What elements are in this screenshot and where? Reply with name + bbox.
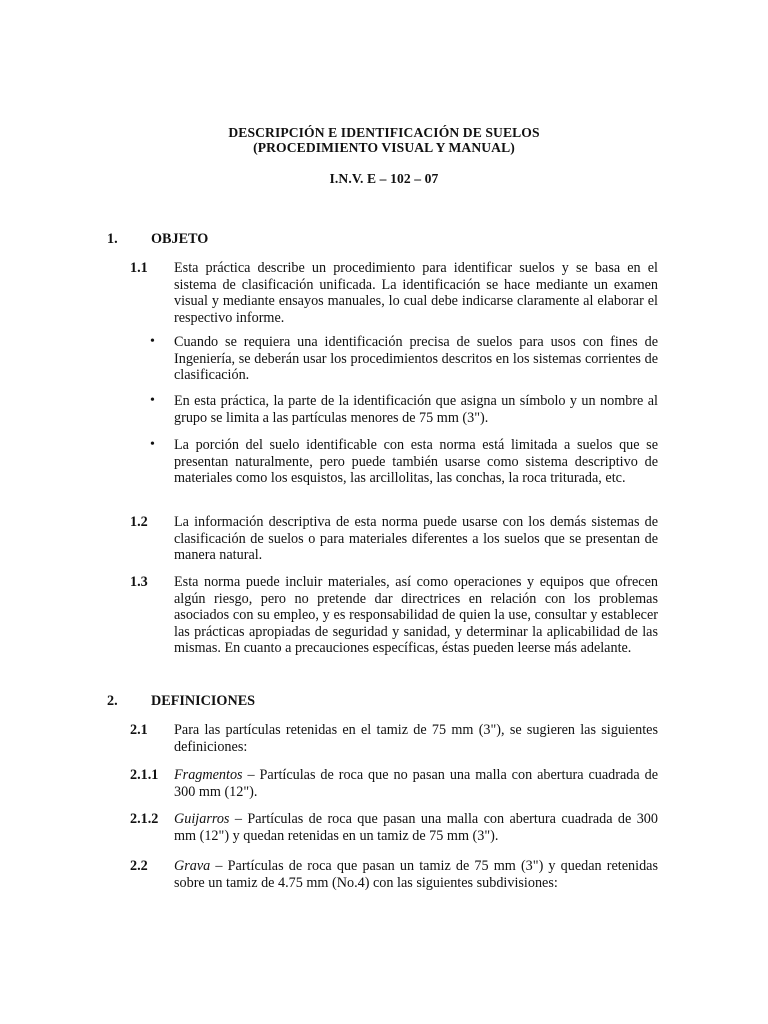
paragraph-2-1-1 bbox=[174, 767, 658, 800]
definition-text: – Partículas de roca que pasan un tamiz de 75 mm (3") y quedan retenidas sobre un tamiz de 4.75 mm (No.4) con las siguientes subdivisiones: bbox=[174, 858, 658, 891]
subsection-number: 1.1 bbox=[130, 260, 148, 276]
section-number: 1. bbox=[107, 231, 118, 247]
bullet-paragraph: Cuando se requiera una identificación precisa de suelos para usos con fines de Ingeniería, se deberán usar los procedimientos descritos en los sistemas corrientes de clasificación. bbox=[174, 334, 658, 384]
subsection-number: 2.1.2 bbox=[130, 811, 159, 827]
subsection-number: 1.2 bbox=[130, 514, 148, 530]
paragraph-2-1-2 bbox=[174, 811, 658, 844]
subsection-number: 2.1.1 bbox=[130, 767, 159, 783]
section-title-definiciones: DEFINICIONES bbox=[151, 693, 256, 709]
definition-text: – Partículas de roca que pasan una malla con abertura cuadrada de 300 mm (12") y quedan retenidas en un tamiz de 75 mm (3"). bbox=[174, 811, 658, 844]
paragraph-2-2 bbox=[174, 858, 658, 891]
bullet-icon: • bbox=[150, 334, 155, 349]
section-number: 2. bbox=[107, 693, 118, 709]
subsection-number: 2.1 bbox=[130, 722, 148, 738]
definition-term: Guijarros bbox=[174, 811, 230, 827]
bullet-paragraph: La porción del suelo identificable con esta norma está limitada a suelos que se presentan naturalmente, pero puede también usarse como sistema descriptivo de materiales como los esquistos, las arcillolitas, las conchas, la roca triturada, etc. bbox=[174, 437, 658, 487]
bullet-paragraph: En esta práctica, la parte de la identificación que asigna un símbolo y un nombre al grupo se limita a las partículas menores de 75 mm (3"). bbox=[174, 393, 658, 426]
definition-term: Fragmentos bbox=[174, 767, 243, 783]
bullet-icon: • bbox=[150, 437, 155, 452]
paragraph-2-1: Para las partículas retenidas en el tamiz de 75 mm (3"), se sugieren las siguientes definiciones: bbox=[174, 722, 658, 755]
subsection-number: 1.3 bbox=[130, 574, 148, 590]
subsection-number: 2.2 bbox=[130, 858, 148, 874]
paragraph-1-3: Esta norma puede incluir materiales, así como operaciones y equipos que ofrecen algún riesgo, pero no pretende dar directrices en relación con los problemas asociados con su empleo, y es responsabilidad de quien la use, consultar y establecer las prácticas apropiadas de seguridad y sanidad, y determinar la aplicabilidad de las mismas. En cuanto a precauciones específicas, éstas pueden leerse más adelante. bbox=[174, 574, 658, 657]
bullet-icon: • bbox=[150, 393, 155, 408]
definition-term: Grava bbox=[174, 858, 211, 874]
definition-text: – Partículas de roca que no pasan una malla con abertura cuadrada de 300 mm (12"). bbox=[174, 767, 658, 800]
paragraph-1-1: Esta práctica describe un procedimiento para identificar suelos y se basa en el sistema de clasificación unificada. La identificación se hace mediante un examen visual y mediante ensayos manuales, lo cual debe indicarse claramente al elaborar el respectivo informe. bbox=[174, 260, 658, 326]
paragraph-1-2: La información descriptiva de esta norma puede usarse con los demás sistemas de clasificación de suelos o para materiales diferentes a los suelos que se presentan de manera natural. bbox=[174, 514, 658, 564]
section-title-objeto: OBJETO bbox=[151, 231, 209, 247]
document-subtitle: (PROCEDIMIENTO VISUAL Y MANUAL) bbox=[253, 140, 515, 155]
standard-code: I.N.V. E – 102 – 07 bbox=[329, 171, 439, 186]
document-title: DESCRIPCIÓN E IDENTIFICACIÓN DE SUELOS bbox=[228, 125, 540, 140]
